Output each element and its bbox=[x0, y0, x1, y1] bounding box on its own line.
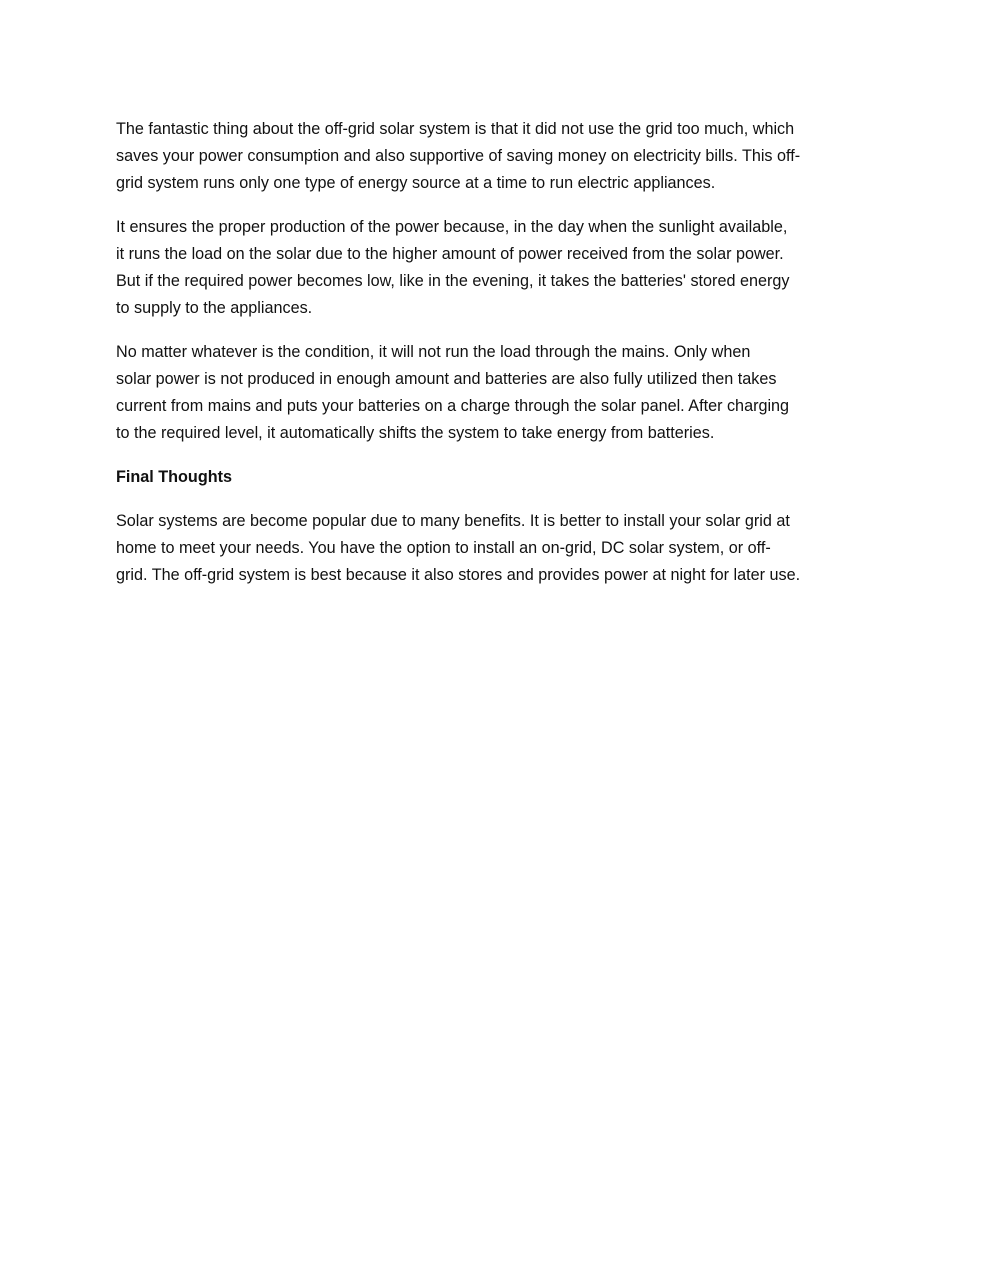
paragraph-conclusion bbox=[116, 508, 878, 589]
paragraph-mains-condition bbox=[116, 339, 878, 447]
text-line: Solar systems are become popular due to many benefits. It is better to install your solar grid at bbox=[116, 512, 790, 530]
text-line: solar power is not produced in enough amount and batteries are also fully utilized then takes bbox=[116, 370, 777, 388]
text-line: But if the required power becomes low, like in the evening, it takes the batteries' stored energy bbox=[116, 272, 790, 290]
text-line: to the required level, it automatically shifts the system to take energy from batteries. bbox=[116, 424, 715, 442]
text-line: The fantastic thing about the off-grid solar system is that it did not use the grid too much, which bbox=[116, 120, 795, 138]
paragraph-power-production bbox=[116, 214, 878, 322]
text-line: it runs the load on the solar due to the higher amount of power received from the solar power. bbox=[116, 245, 784, 263]
text-line: No matter whatever is the condition, it will not run the load through the mains. Only when bbox=[116, 343, 751, 361]
text-line: home to meet your needs. You have the option to install an on-grid, DC solar system, or off- bbox=[116, 539, 771, 557]
text-line: current from mains and puts your batteries on a charge through the solar panel. After charging bbox=[116, 397, 790, 415]
paragraph-off-grid-benefits bbox=[116, 116, 878, 197]
section-heading-final-thoughts: Final Thoughts bbox=[116, 468, 232, 486]
text-line: grid system runs only one type of energy source at a time to run electric appliances. bbox=[116, 174, 716, 192]
text-line: It ensures the proper production of the power because, in the day when the sunlight available, bbox=[116, 218, 788, 236]
text-line: grid. The off-grid system is best because it also stores and provides power at night for later use. bbox=[116, 566, 801, 584]
text-line: saves your power consumption and also supportive of saving money on electricity bills. This off- bbox=[116, 147, 801, 165]
document-body bbox=[116, 116, 878, 606]
text-line: to supply to the appliances. bbox=[116, 299, 313, 317]
